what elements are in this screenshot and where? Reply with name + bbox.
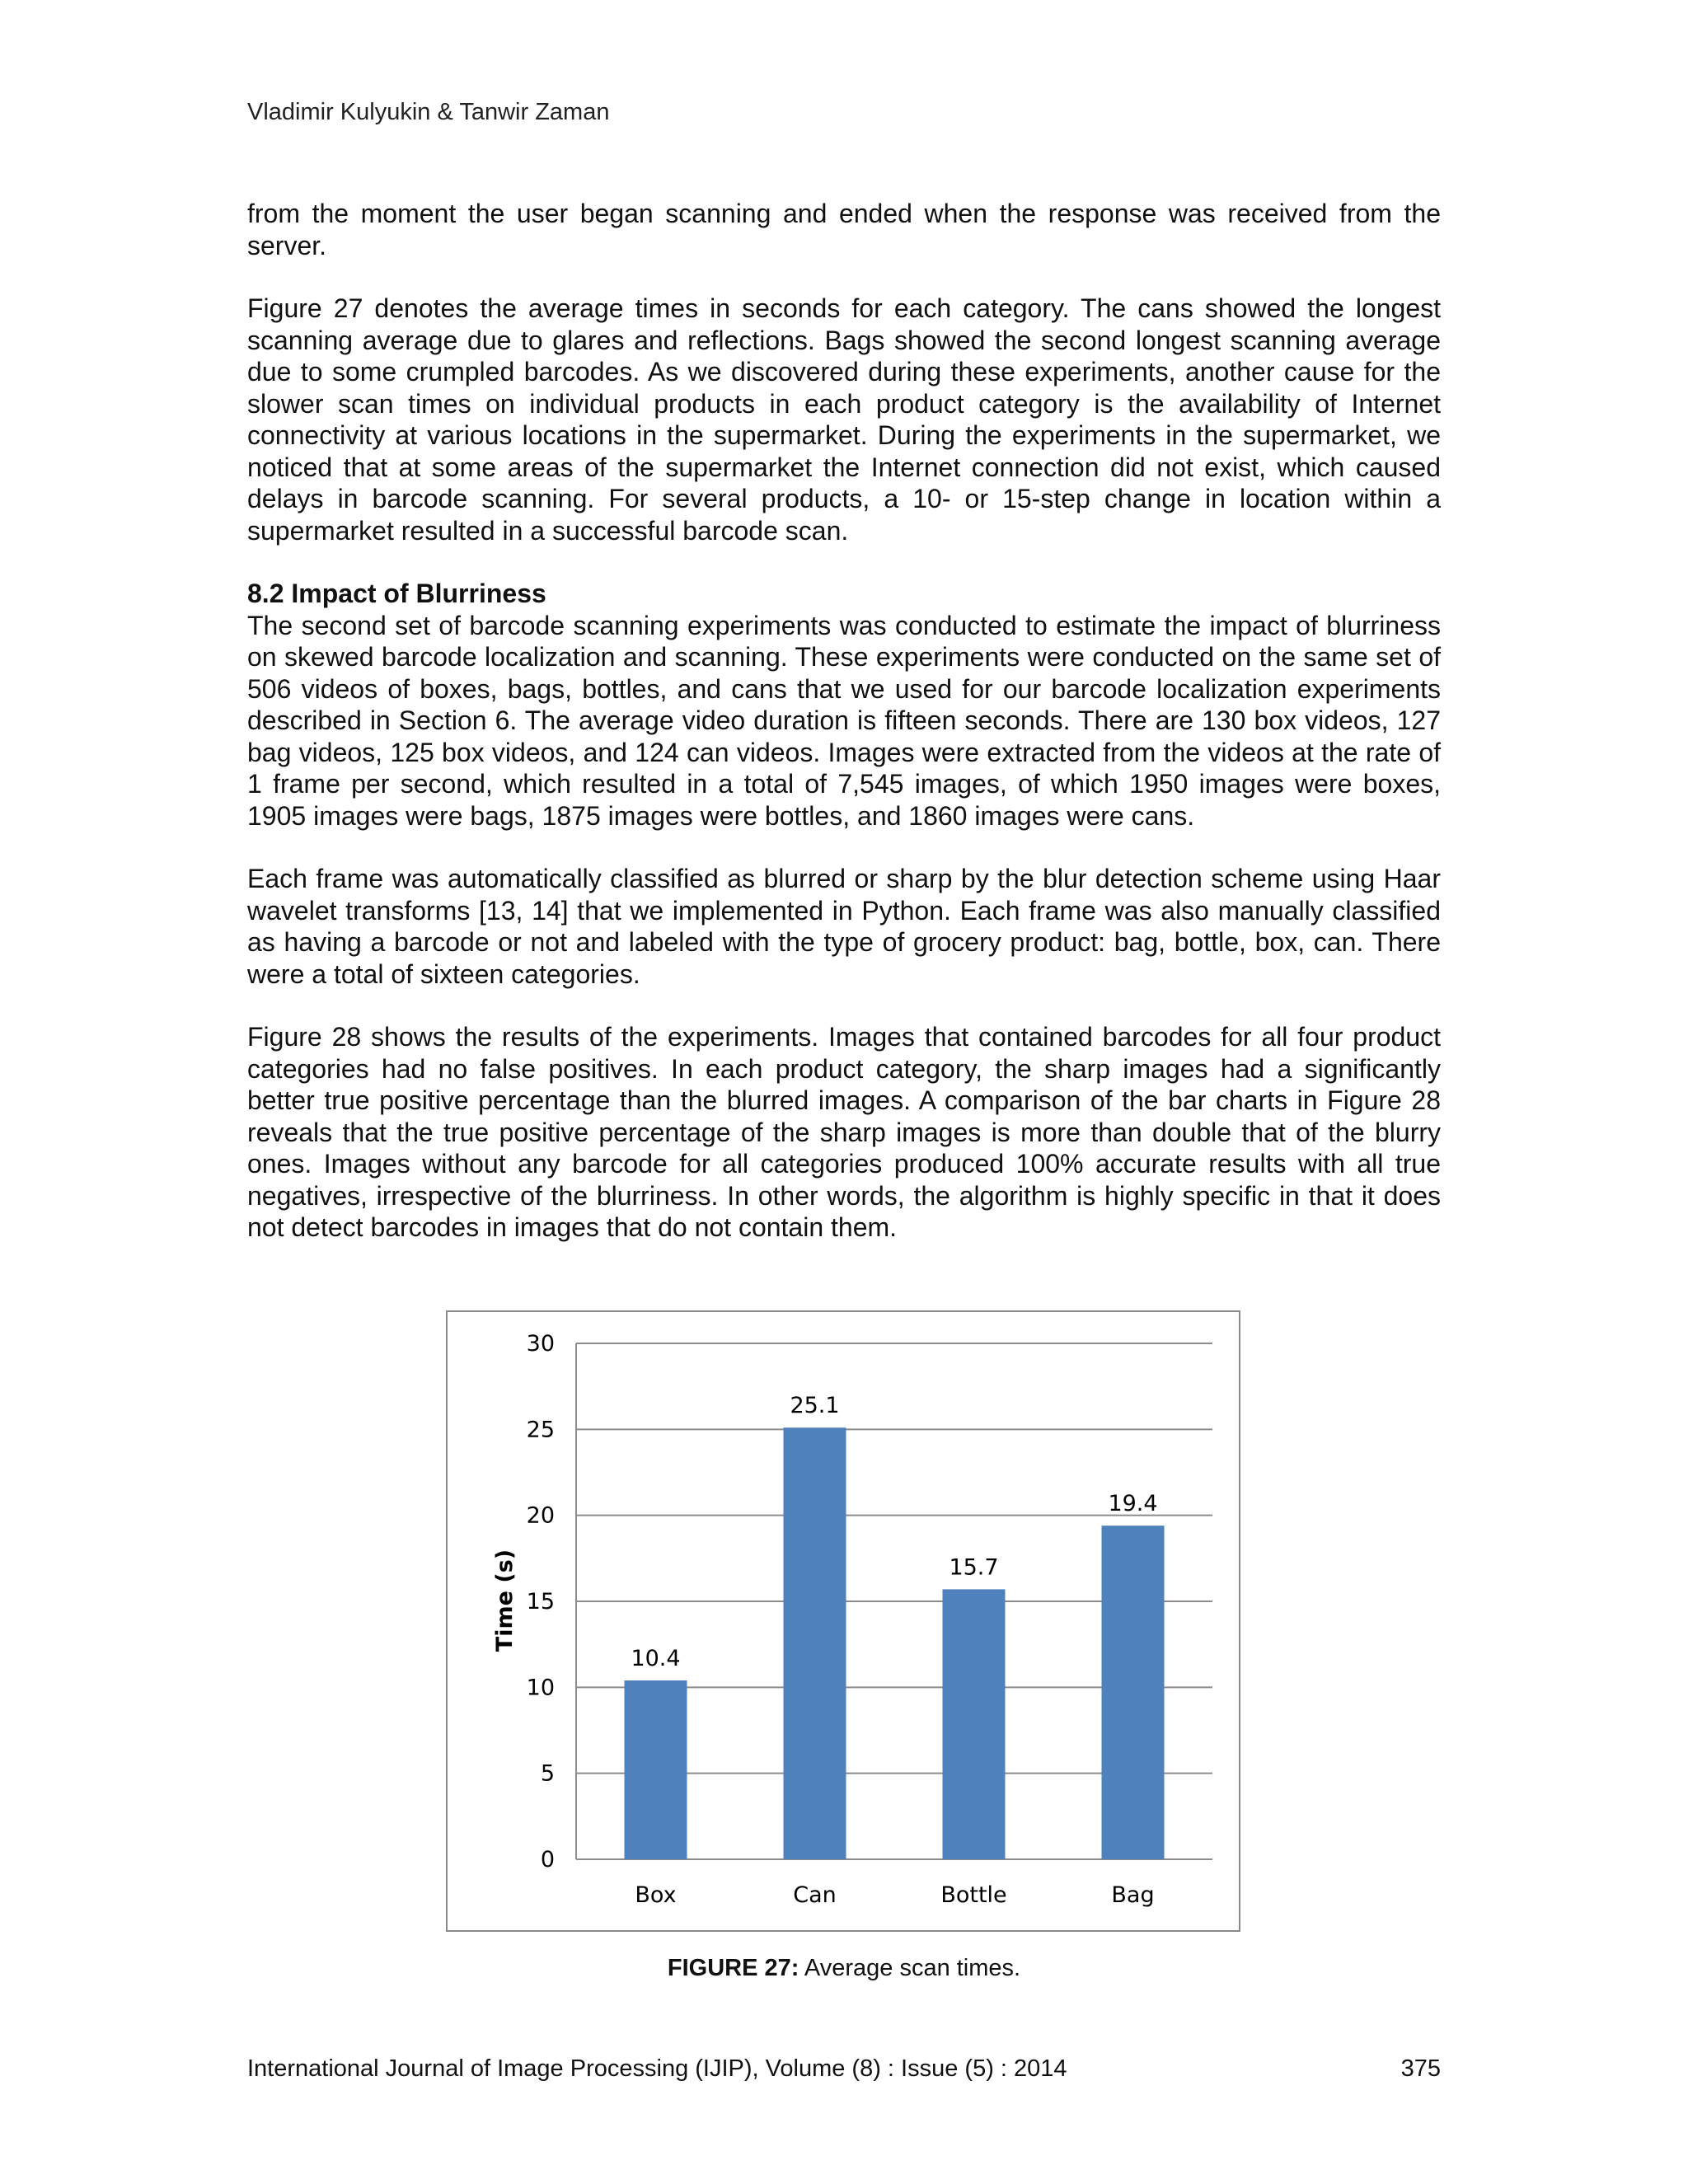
body-text <box>247 198 1441 1275</box>
bar-can <box>784 1427 846 1859</box>
data-label: 25.1 <box>790 1393 840 1419</box>
bar-bag <box>1102 1526 1165 1859</box>
y-tick-label: 25 <box>526 1417 555 1443</box>
data-label: 15.7 <box>949 1554 999 1581</box>
caption-label: FIGURE 27: <box>667 1955 799 1981</box>
bar-bottle <box>943 1589 1006 1859</box>
running-head: Vladimir Kulyukin & Tanwir Zaman <box>247 99 610 125</box>
figure-caption <box>0 1955 1688 1982</box>
paragraph: from the moment the user began scanning and ended when the response was received from the server. <box>247 199 1441 260</box>
y-axis-label: Time (s) <box>492 1549 518 1652</box>
y-tick-label: 15 <box>526 1589 555 1615</box>
y-tick-label: 10 <box>526 1675 555 1701</box>
page-footer <box>247 2055 1441 2083</box>
y-tick-label: 20 <box>526 1502 555 1529</box>
bar-box <box>625 1680 687 1859</box>
data-label: 19.4 <box>1108 1491 1158 1517</box>
y-tick-label: 30 <box>526 1331 555 1357</box>
section-heading: 8.2 Impact of Blurriness <box>247 579 546 608</box>
paragraph: The second set of barcode scanning experiments was conducted to estimate the impact of blurriness on skewed barcode localization and scanning. These experiments were conducted on the same set of 506 videos of boxes, bags, bottles, and cans that we used for our barcode localization experiments described in Section 6. The average video duration is fifteen seconds. There are 130 box videos, 127 bag videos, 125 box videos, and 124 can videos. Images were extracted from the videos at the rate of 1 frame per second, which resulted in a total of 7,545 images, of which 1950 images were boxes, 1905 images were bags, 1875 images were bottles, and 1860 images were cans. <box>247 610 1441 831</box>
paragraph: Figure 27 denotes the average times in seconds for each category. The cans showed the longest scanning average due to glares and reflections. Bags showed the second longest scanning average due to some crumpled barcodes. As we discovered during these experiments, another cause for the slower scan times on individual products in each product category is the availability of Internet connectivity at various locations in the supermarket. During the experiments in the supermarket, we noticed that at some areas of the supermarket the Internet connection did not exist, which caused delays in barcode scanning. For several products, a 10- or 15-step change in location within a supermarket resulted in a successful barcode scan. <box>247 293 1441 546</box>
y-tick-label: 0 <box>540 1847 555 1872</box>
caption-text: Average scan times. <box>804 1955 1021 1981</box>
page-number: 375 <box>1400 2055 1441 2082</box>
journal-citation: International Journal of Image Processing (IJIP), Volume (8) : Issue (5) : 2014 <box>247 2055 1067 2082</box>
paragraph: Figure 28 shows the results of the experiments. Images that contained barcodes for all four product categories had no false positives. In each product category, the sharp images had a significantly better true positive percentage than the blurred images. A comparison of the bar charts in Figure 28 reveals that the true positive percentage of the sharp images is more than double that of the blurry ones. Images without any barcode for all categories produced 100% accurate results with all true negatives, irrespective of the blurriness. In other words, the algorithm is highly specific in that it does not detect barcodes in images that do not contain them. <box>247 1022 1441 1242</box>
x-tick-label: Bottle <box>940 1882 1007 1908</box>
bar-chart <box>448 1312 1239 1930</box>
figure-27 <box>446 1310 1240 1932</box>
x-tick-label: Bag <box>1111 1882 1155 1908</box>
data-label: 10.4 <box>631 1645 681 1671</box>
y-tick-label: 5 <box>540 1760 555 1787</box>
x-tick-label: Box <box>635 1882 677 1908</box>
paragraph: Each frame was automatically classified as blurred or sharp by the blur detection scheme using Haar wavelet transforms [13, 14] that we implemented in Python. Each frame was also manually classified as having a barcode or not and labeled with the type of grocery product: bag, bottle, box, can. There were a total of sixteen categories. <box>247 864 1441 989</box>
x-tick-label: Can <box>793 1882 837 1908</box>
